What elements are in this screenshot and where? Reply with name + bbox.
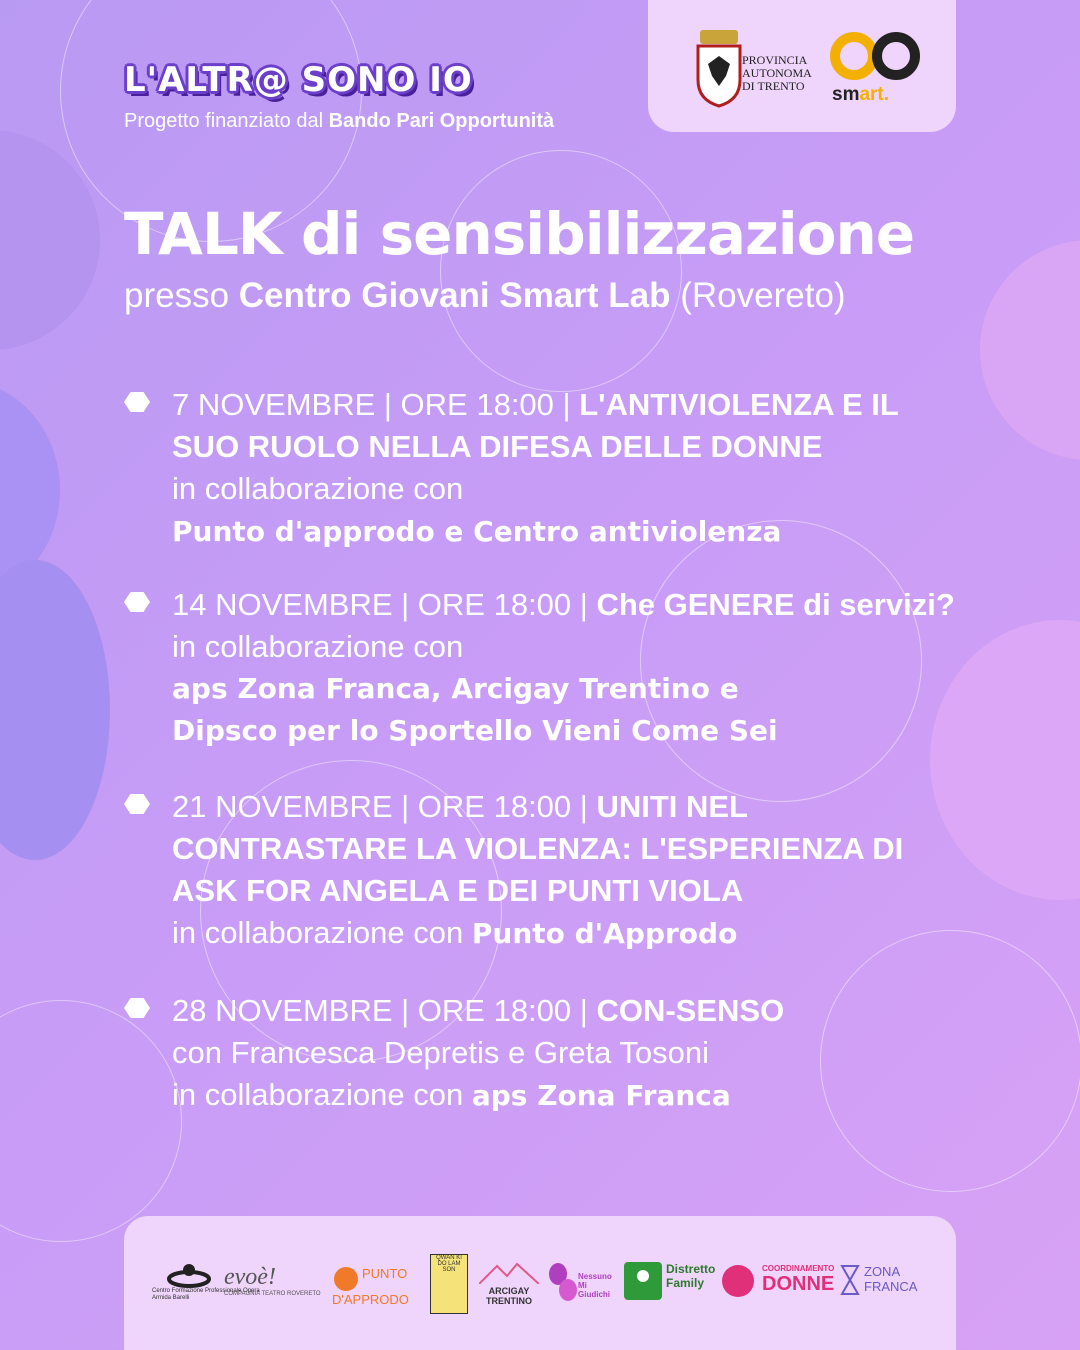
bg-ring [0, 1000, 182, 1242]
cfp-logo-icon [166, 1262, 212, 1288]
event-title: Che GENERE di servizi? [596, 587, 955, 622]
funding-prefix: Progetto finanziato dal [124, 110, 329, 132]
partner-logo-coordinamento-donne [720, 1264, 840, 1298]
bullet-icon [124, 998, 150, 1018]
page-title: TALK di sensibilizzazione [124, 200, 915, 268]
event-partners: aps Zona Franca, Arcigay Trentino e Dipsco per lo Sportello Vieni Come Sei [172, 672, 778, 747]
smart-text-b: art. [859, 84, 890, 105]
family-icon [624, 1262, 662, 1300]
subtitle-suffix: (Rovereto) [670, 276, 846, 315]
franca-text: FRANCA [864, 1279, 918, 1294]
donne-text: DONNE [762, 1273, 835, 1295]
evoe-logo-text: evoè! [224, 1264, 276, 1290]
butterfly-icon [548, 1260, 578, 1306]
event-collab-label: in collaborazione con [172, 1077, 472, 1112]
event-text [172, 384, 972, 553]
event-partners: Punto d'approdo e Centro antiviolenza [172, 515, 782, 548]
event-title: L'ANTIVIOLENZA E IL SUO RUOLO NELLA DIFESA DELLE DONNE [172, 387, 899, 464]
funding-program: Bando Pari Opportunità [328, 110, 555, 132]
event-title: UNITI NEL CONTRASTARE LA VIOLENZA: L'ESPERIENZA DI ASK FOR ANGELA E DEI PUNTI VIOLA [172, 789, 904, 908]
cfp-logo-text: Centro Formazione Professionale Opera Armida Barelli [152, 1288, 260, 1301]
bg-blob [0, 560, 110, 860]
event-title: CON-SENSO [596, 993, 785, 1028]
partner-logos-bar [124, 1216, 956, 1350]
partner-logo-qwan-ki-do [430, 1254, 468, 1314]
smart-logo-icon [830, 28, 922, 84]
bullet-icon [124, 392, 150, 412]
smart-text-a: sm [832, 84, 860, 105]
event-date: 14 NOVEMBRE | ORE 18:00 | [172, 587, 597, 622]
bullet-icon [124, 592, 150, 612]
event-collab-label: in collaborazione con [172, 629, 464, 664]
event-collab-label: in collaborazione con [172, 471, 464, 506]
event-text [172, 786, 972, 955]
zona-text: ZONA [864, 1264, 901, 1279]
evoe-subtitle: COMPAGNIA TEATRO ROVERETO [224, 1291, 321, 1297]
venue-name: Centro Giovani Smart Lab [238, 276, 671, 315]
event-collab-label: in collaborazione con [172, 915, 472, 950]
partner-logo-evoe [224, 1264, 324, 1297]
event-text [172, 990, 972, 1117]
event-date: 21 NOVEMBRE | ORE 18:00 | [172, 789, 597, 824]
project-brand: L'ALTR@ SONO IO [124, 60, 473, 100]
event-date: 28 NOVEMBRE | ORE 18:00 | [172, 993, 597, 1028]
bg-blob [980, 240, 1080, 460]
partner-logo-nessuno [548, 1260, 620, 1306]
page-subtitle [124, 276, 846, 316]
trento-crest-icon [692, 28, 746, 108]
event-text [172, 584, 972, 752]
distretto-family-text: Distretto Family [666, 1262, 716, 1290]
punto-approdo-text: PUNTO D'APPRODO [332, 1266, 409, 1307]
qwan-ki-do-text: QWAN KI DO LAM SON [436, 1255, 462, 1273]
nessuno-text: Nessuno Mi Giudichi [578, 1272, 612, 1299]
subtitle-prefix: presso [124, 276, 239, 315]
smart-logo-text [832, 84, 889, 106]
coordinamento-text: COORDINAMENTO [762, 1264, 835, 1273]
partner-logo-distretto-family [624, 1262, 716, 1300]
partner-logo-zona-franca [840, 1264, 940, 1296]
institutional-logos [648, 0, 956, 132]
funding-note [124, 110, 554, 133]
donne-icon [720, 1264, 756, 1298]
province-name: PROVINCIA AUTONOMA DI TRENTO [742, 53, 812, 93]
event-partners: aps Zona Franca [471, 1079, 731, 1112]
partner-logo-punto-approdo [332, 1266, 428, 1307]
arcigay-text: ARCIGAY TRENTINO [486, 1286, 532, 1306]
bullet-icon [124, 794, 150, 814]
event-speakers: con Francesca Depretis e Greta Tosoni [172, 1035, 710, 1070]
hourglass-icon [840, 1264, 860, 1296]
mountains-icon [479, 1262, 539, 1284]
bg-ring [440, 150, 682, 392]
partner-logo-arcigay [474, 1262, 544, 1306]
event-partners: Punto d'Approdo [471, 917, 738, 950]
event-date: 7 NOVEMBRE | ORE 18:00 | [172, 387, 580, 422]
punto-approdo-icon [332, 1266, 362, 1292]
